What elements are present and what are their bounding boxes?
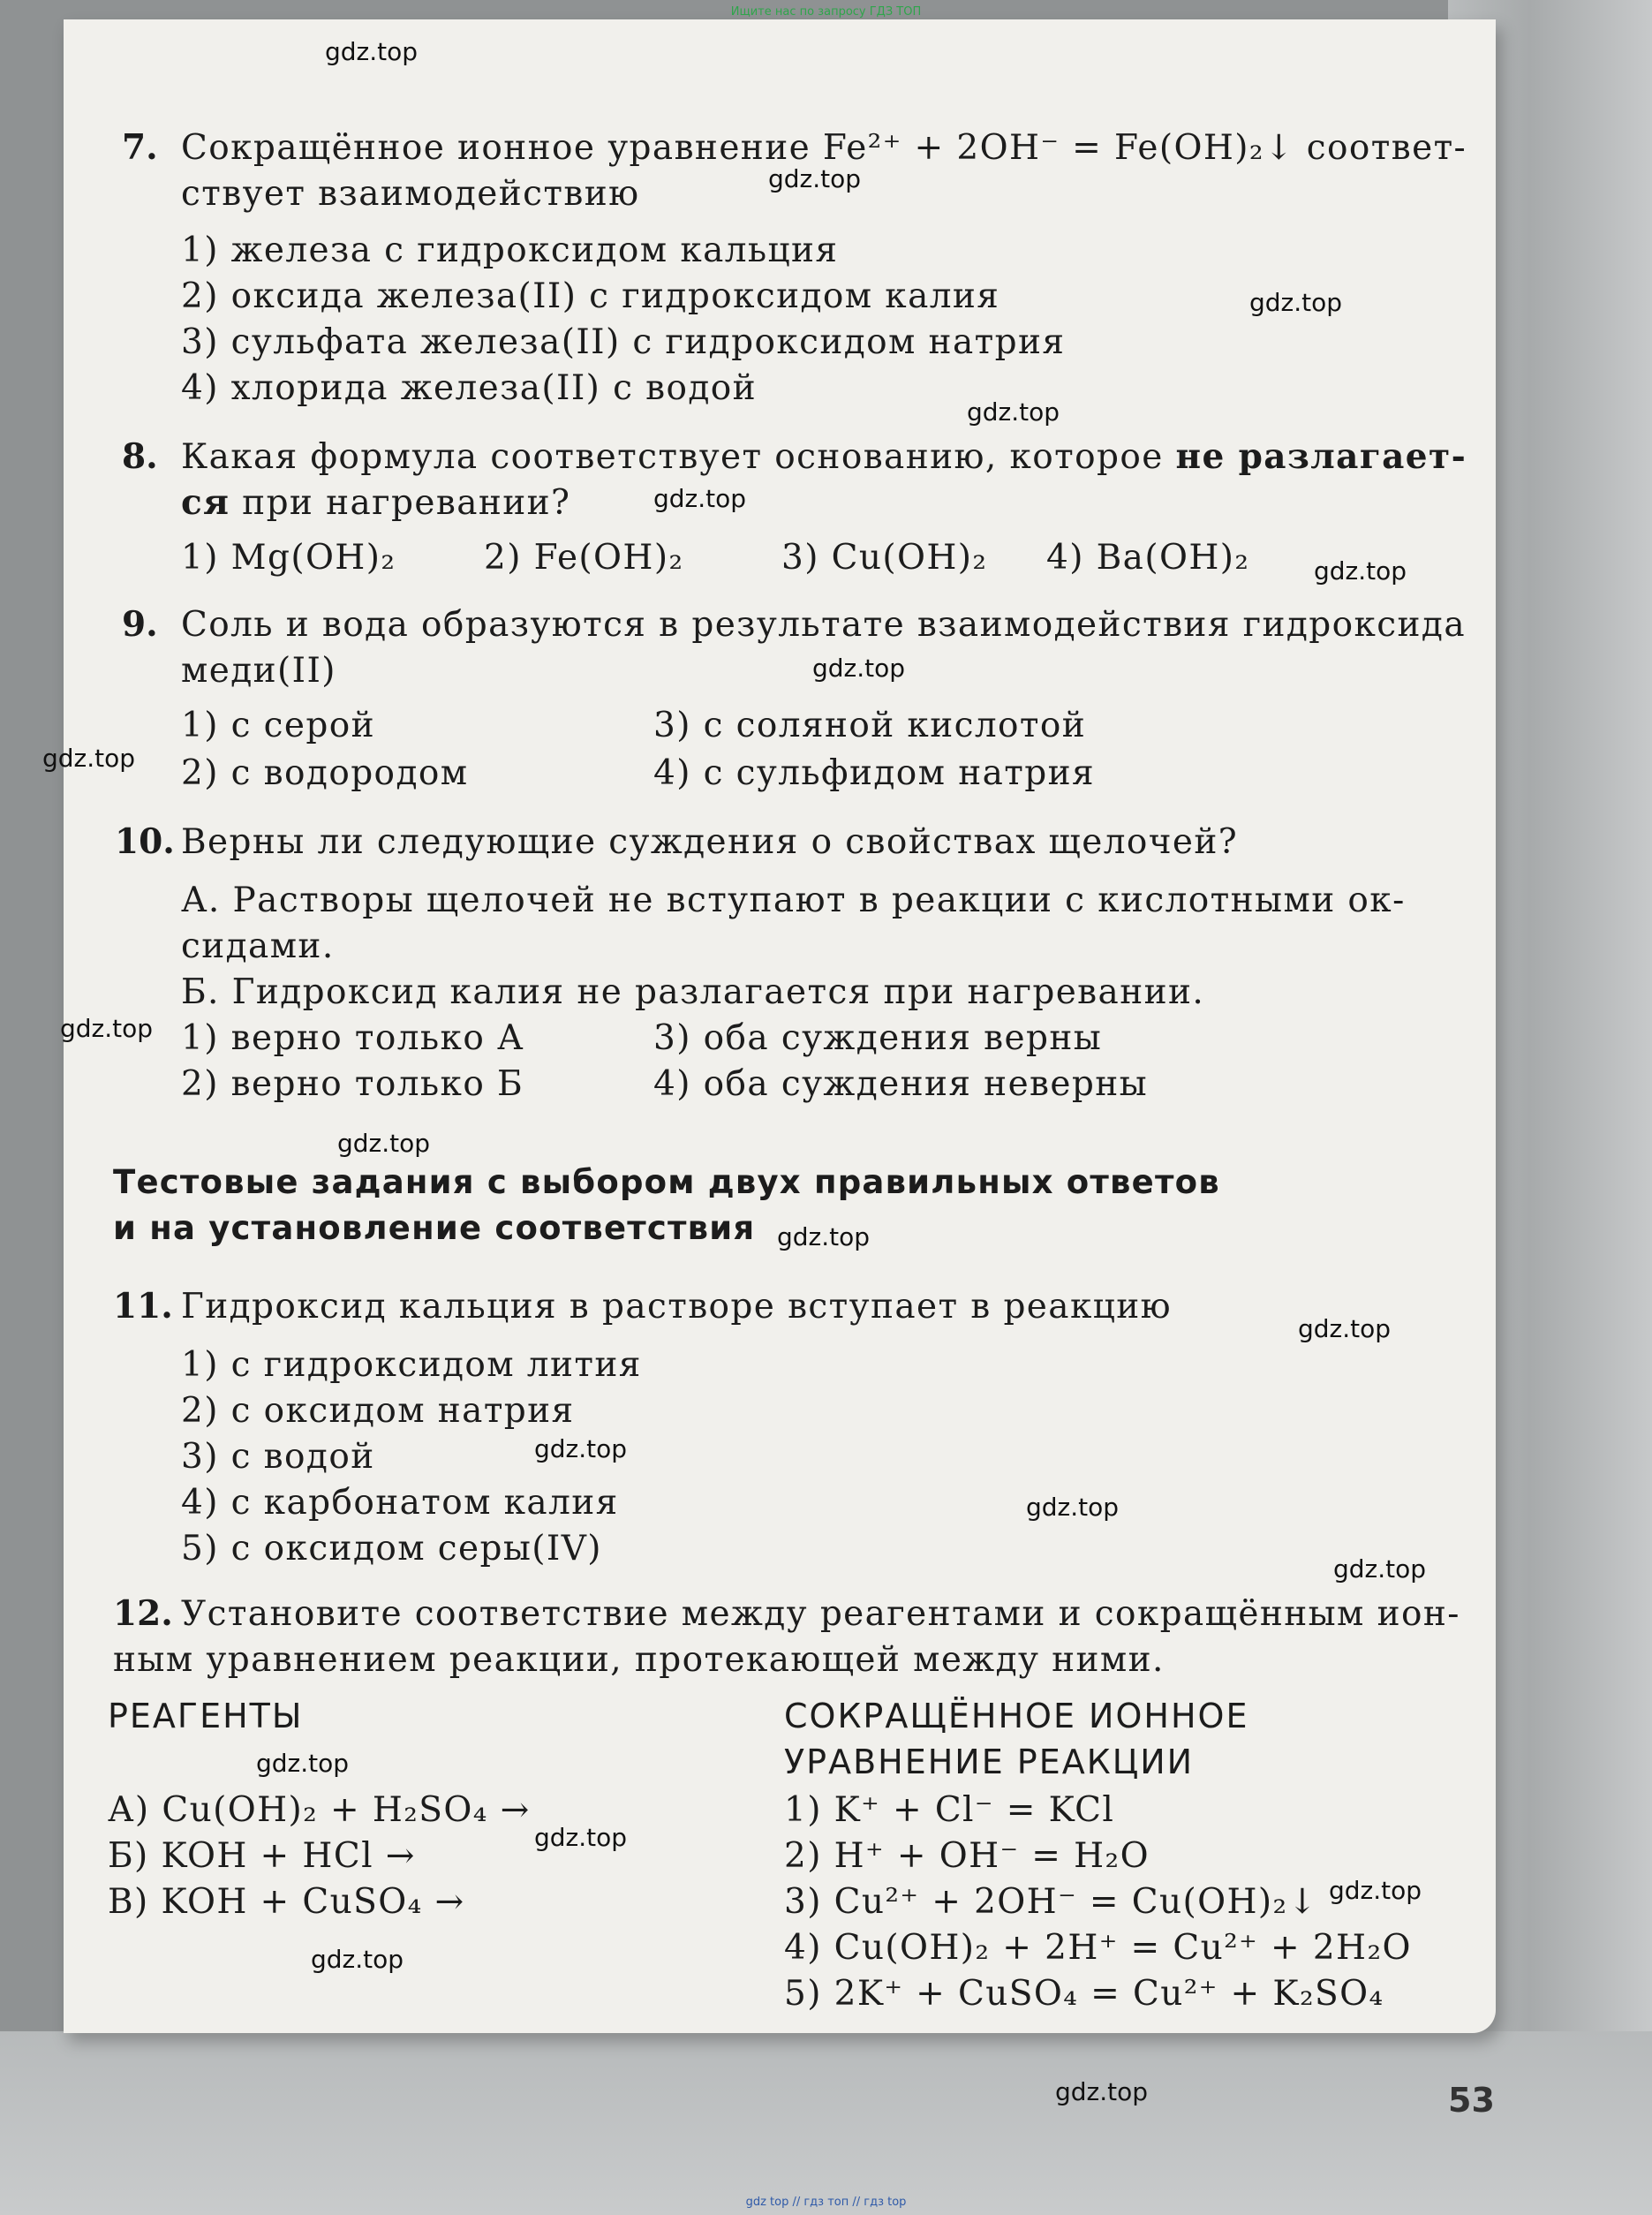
question-7-text-1: Сокращённое ионное уравнение Fe²⁺ + 2OH⁻ = Fe(OH)₂↓ соответ- — [181, 128, 1467, 168]
equation-3: 3) Cu²⁺ + 2OH⁻ = Cu(OH)₂↓ — [784, 1882, 1318, 1922]
watermark: gdz.top — [337, 1129, 431, 1158]
question-10-text-1: Верны ли следующие суждения о свойствах щелочей? — [181, 822, 1239, 862]
watermark: gdz.top — [768, 164, 862, 193]
question-11-option-4: 4) с карбонатом калия — [181, 1483, 619, 1523]
top-note[interactable]: Ищите нас по запросу ГДЗ ТОП — [730, 5, 922, 19]
question-11-number: 11. — [113, 1286, 173, 1327]
section-heading-1: Тестовые задания с выбором двух правильных ответов — [113, 1163, 1220, 1201]
question-9-option-3: 3) с соляной кислотой — [653, 706, 1087, 745]
watermark: gdz.top — [1333, 1554, 1427, 1584]
equation-4: 4) Cu(OH)₂ + 2H⁺ = Cu²⁺ + 2H₂O — [784, 1928, 1412, 1968]
watermark: gdz.top — [1055, 2077, 1149, 2106]
bottom-note[interactable]: gdz top // гдз топ // гдз top — [745, 2196, 907, 2209]
question-8-text-2-rest: при нагревании? — [242, 483, 571, 523]
question-9-option-2: 2) с водородом — [181, 753, 469, 793]
question-7-option-4: 4) хлорида железа(II) с водой — [181, 368, 758, 408]
question-10-option-3: 3) оба суждения верны — [653, 1018, 1103, 1058]
watermark: gdz.top — [311, 1945, 404, 1974]
question-7-option-1: 1) железа с гидроксидом кальция — [181, 231, 839, 270]
question-12-text-2: ным уравнением реакции, протекающей между ними. — [113, 1640, 1165, 1680]
question-11-option-1: 1) с гидроксидом лития — [181, 1345, 642, 1385]
question-10-option-2: 2) верно только Б — [181, 1064, 524, 1104]
watermark: gdz.top — [1329, 1876, 1422, 1905]
question-10-option-4: 4) оба суждения неверны — [653, 1064, 1149, 1104]
watermark: gdz.top — [60, 1014, 154, 1043]
question-11-option-2: 2) с оксидом натрия — [181, 1391, 575, 1431]
equation-1: 1) K⁺ + Cl⁻ = KCl — [784, 1790, 1115, 1830]
question-8-text-1-start: Какая формула соответствует основанию, которое — [181, 437, 1164, 477]
question-8-text-2-bold: ся — [181, 482, 230, 523]
question-11-option-5: 5) с оксидом серы(IV) — [181, 1529, 602, 1569]
reagents-title: РЕАГЕНТЫ — [108, 1697, 304, 1735]
watermark: gdz.top — [534, 1823, 628, 1852]
question-9-option-4: 4) с сульфидом натрия — [653, 753, 1095, 793]
watermark: gdz.top — [967, 397, 1060, 427]
question-9-text-1: Соль и вода образуются в результате взаимодействия гидроксида — [181, 605, 1466, 645]
equation-5: 5) 2K⁺ + CuSO₄ = Cu²⁺ + K₂SO₄ — [784, 1974, 1384, 2014]
watermark: gdz.top — [1249, 288, 1343, 317]
question-9-text-2: меди(II) — [181, 651, 336, 691]
watermark: gdz.top — [777, 1222, 871, 1251]
question-10-option-1: 1) верно только А — [181, 1018, 524, 1058]
page-number: 53 — [1448, 2081, 1495, 2120]
question-11-text-1: Гидроксид кальция в растворе вступает в реакцию — [181, 1287, 1172, 1327]
question-8-number: 8. — [122, 436, 158, 477]
watermark: gdz.top — [42, 744, 136, 773]
watermark: gdz.top — [1298, 1314, 1392, 1343]
question-8-text-1 — [181, 436, 1467, 477]
question-8-option-4: 4) Ba(OH)₂ — [1046, 538, 1250, 578]
question-8-option-3: 3) Cu(OH)₂ — [781, 538, 988, 578]
question-8-text-2 — [181, 482, 571, 523]
watermark: gdz.top — [534, 1434, 628, 1463]
question-7-option-3: 3) сульфата железа(II) с гидроксидом натрия — [181, 322, 1066, 362]
equations-title-1: СОКРАЩЁННОЕ ИОННОЕ — [784, 1697, 1249, 1735]
question-9-number: 9. — [122, 604, 158, 645]
question-10-statement-a-2: сидами. — [181, 926, 335, 966]
watermark: gdz.top — [1026, 1493, 1120, 1522]
question-9-option-1: 1) с серой — [181, 706, 376, 745]
reagent-b: Б) KOH + HCl → — [108, 1836, 416, 1876]
question-12-number: 12. — [113, 1593, 173, 1634]
question-7-text-2: ствует взаимодействию — [181, 174, 640, 214]
equations-title-2: УРАВНЕНИЕ РЕАКЦИИ — [784, 1743, 1195, 1781]
section-heading-2: и на установление соответствия — [113, 1209, 756, 1247]
question-11-option-3: 3) с водой — [181, 1437, 375, 1477]
question-8-option-2: 2) Fe(OH)₂ — [484, 538, 684, 578]
watermark: gdz.top — [1314, 556, 1407, 586]
watermark: gdz.top — [812, 654, 906, 683]
question-8-option-1: 1) Mg(OH)₂ — [181, 538, 396, 578]
question-7-option-2: 2) оксида железа(II) с гидроксидом калия — [181, 276, 1000, 316]
question-10-statement-a-1: А. Растворы щелочей не вступают в реакции с кислотными ок- — [181, 881, 1406, 920]
question-10-statement-b: Б. Гидроксид калия не разлагается при нагревании. — [181, 972, 1205, 1012]
question-8-text-1-bold: не разлагает- — [1175, 436, 1467, 477]
question-10-number: 10. — [115, 821, 175, 862]
reagent-v: В) KOH + CuSO₄ → — [108, 1882, 465, 1922]
question-7-number: 7. — [122, 127, 158, 168]
reagent-a: А) Cu(OH)₂ + H₂SO₄ → — [108, 1790, 531, 1830]
equation-2: 2) H⁺ + OH⁻ = H₂O — [784, 1836, 1150, 1876]
watermark: gdz.top — [256, 1749, 350, 1778]
question-12-text-1: Установите соответствие между реагентами и сокращённым ион- — [181, 1594, 1460, 1634]
watermark: gdz.top — [325, 37, 419, 66]
watermark: gdz.top — [653, 484, 747, 513]
